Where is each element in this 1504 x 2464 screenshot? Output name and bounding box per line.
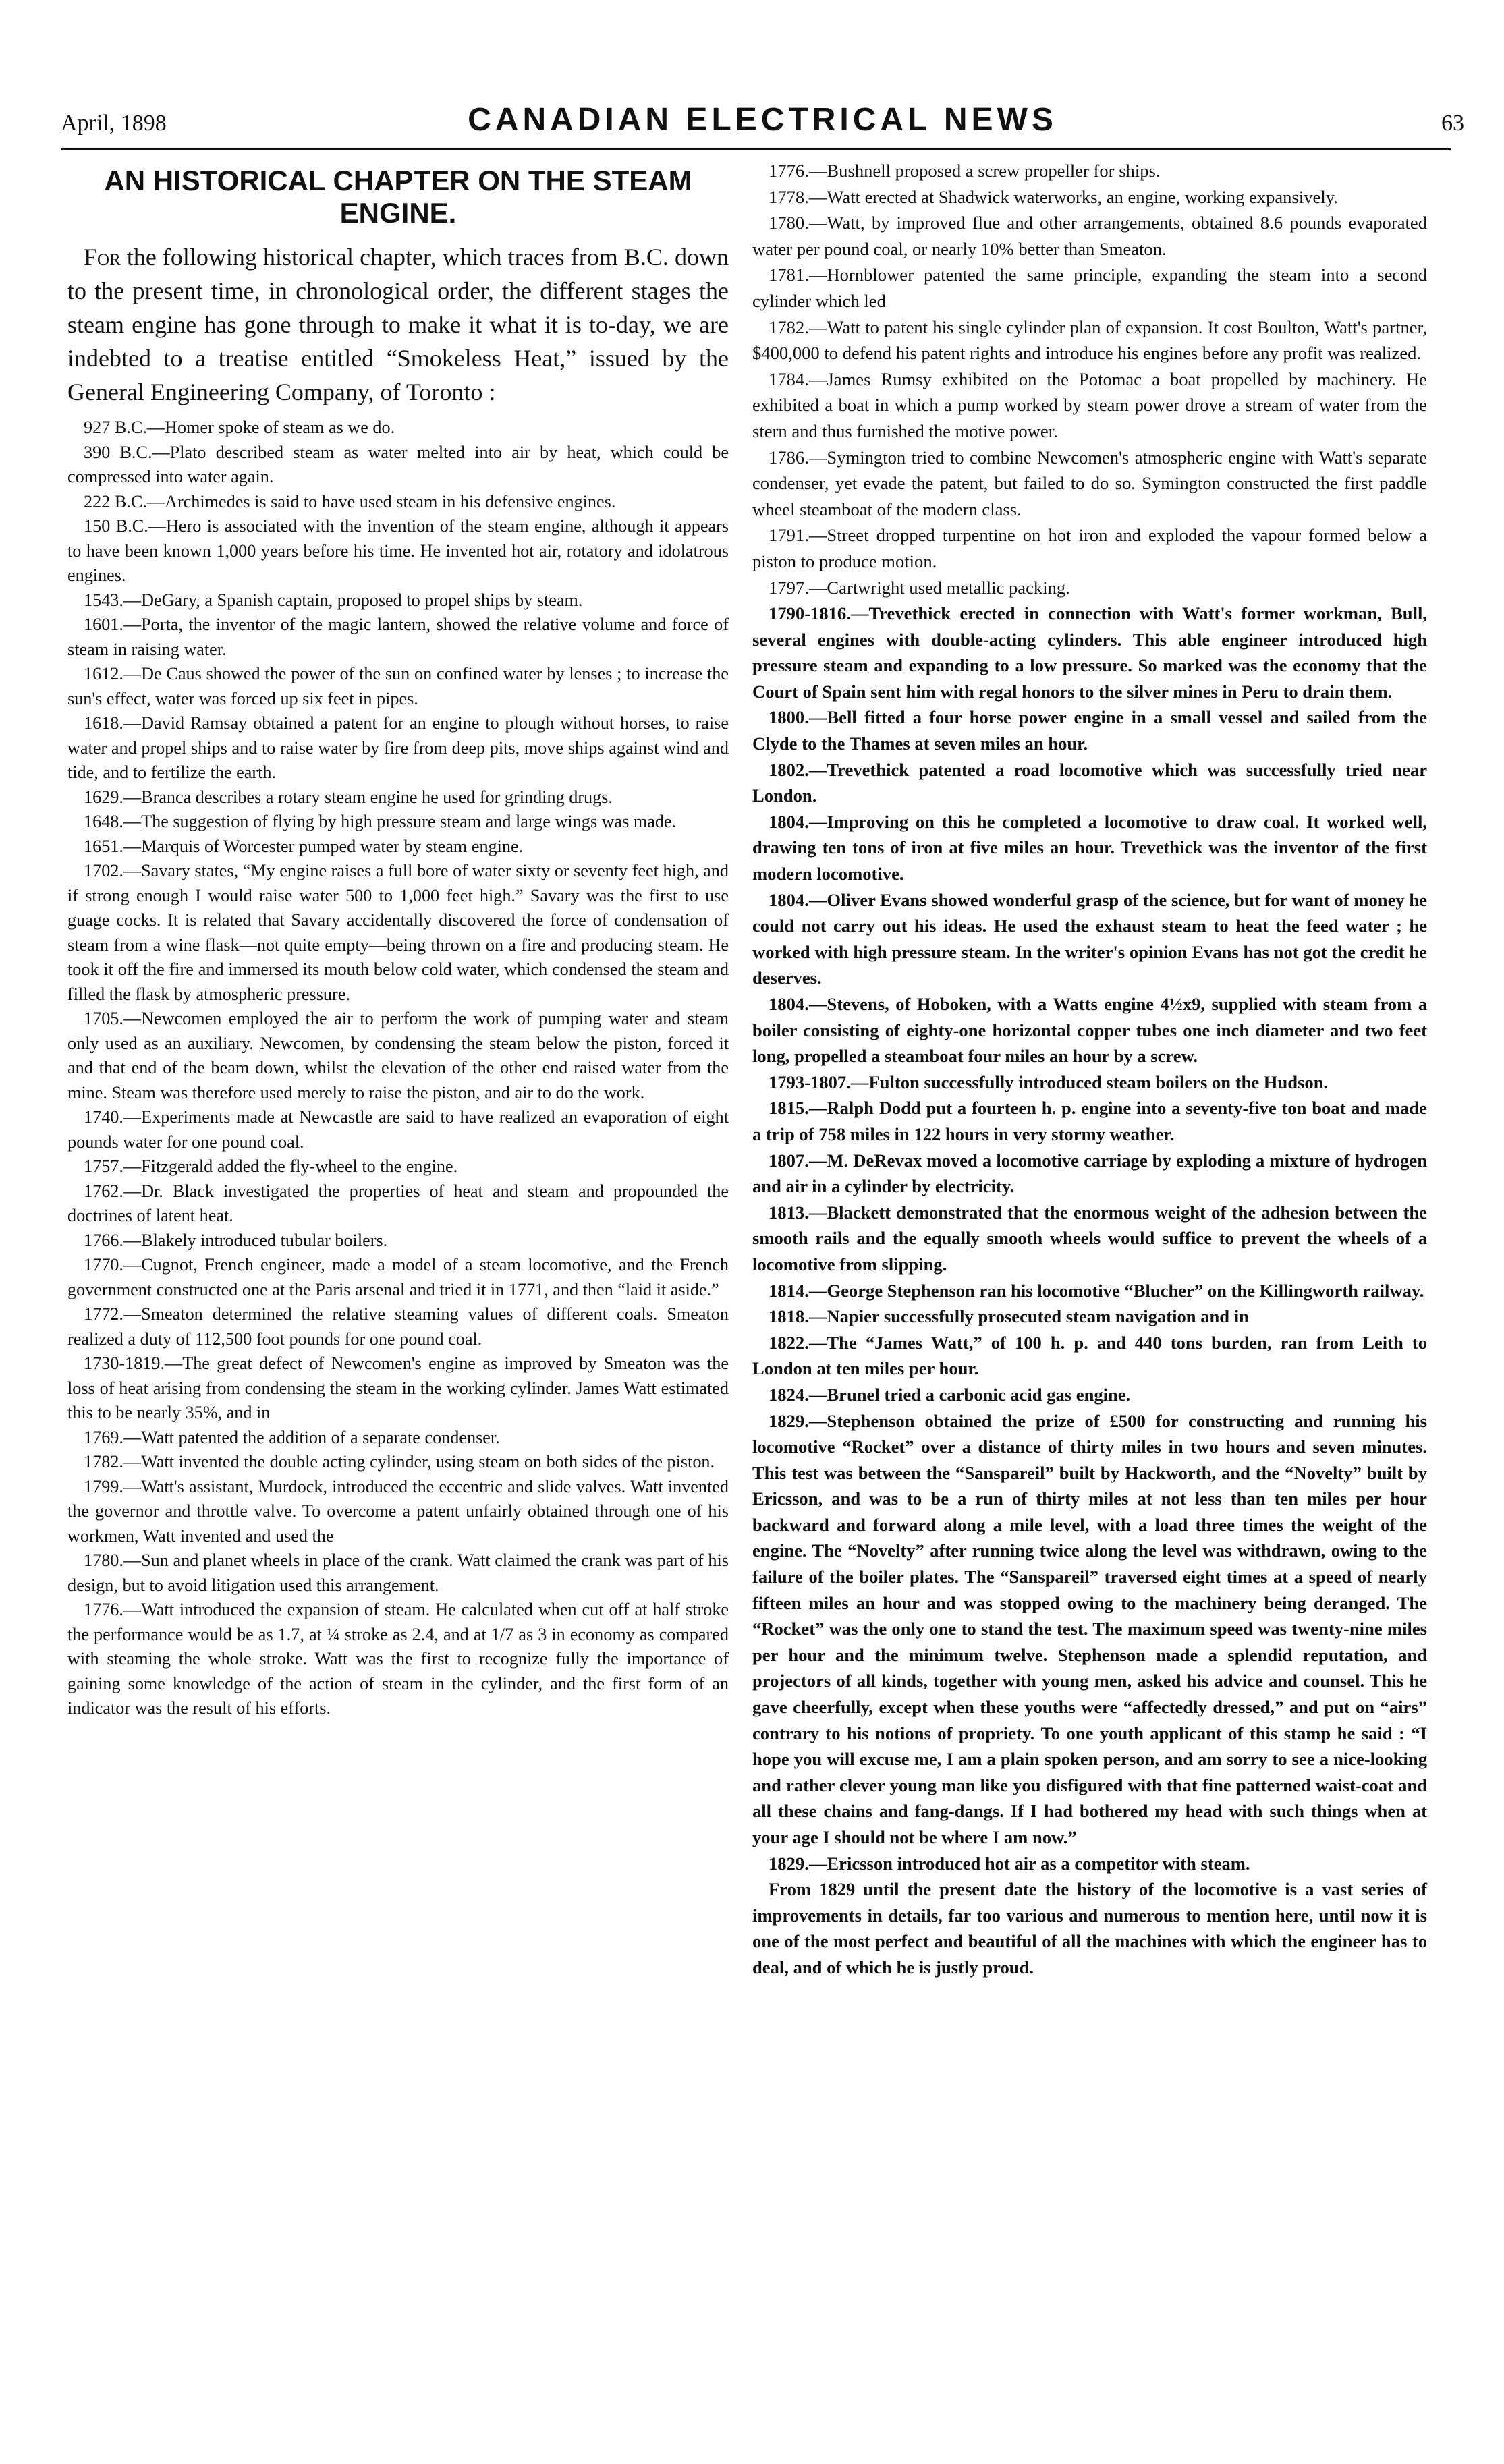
timeline-entry: 1804.—Oliver Evans showed wonderful grasp of the science, but for want of money he could not carry out his ideas. He used the exhaust steam to heat the feed water ; he worked with high pressure steam. In the writer's opinion Evans has not got the credit he deserves. xyxy=(752,889,1427,988)
timeline-entry: 1780.—Watt, by improved flue and other arrangements, obtained 8.6 pounds evaporated water per pound coal, or nearly 10% better than Smeaton. xyxy=(752,213,1427,259)
timeline-entry: 1648.—The suggestion of flying by high pressure steam and large wings was made. xyxy=(84,812,677,831)
timeline-entry: 1702.—Savary states, “My engine raises a full bore of water sixty or seventy feet high, and if strong enough I would raise water 500 to 1,000 feet high.” Savary was the first to use guage cocks. It is related that Savary accidentally discovered the force of condensation of steam from a wine flask—not quite empty—being thrown on a fire and producing steam. He took it off the fire and immersed its mouth below cold water, which condensed the steam and filled the flask by atmospheric pressure. xyxy=(67,861,729,1004)
timeline-entry: 1807.—M. DeRevax moved a locomotive carriage by exploding a mixture of hydrogen and air in a cylinder by electricity. xyxy=(752,1150,1427,1197)
timeline-entry: 1829.—Stephenson obtained the prize of £500 for constructing and running his locomotive “Rocket” over a distance of thirty miles in two hours and seven minutes. This test was between the “Sanspareil” built by Hackworth, and the “Novelty” built by Ericsson, and was to be a run of thirty miles at not less than ten miles per hour backward and forward along a mile level, with a load three times the weight of the engine. The “Novelty” after running twice along the level was withdrawn, owing to the failure of the boiler plates. The “Sanspareil” traversed eight times at a speed of nearly fifteen miles an hour and was stopped owing to the machinery being deranged. The “Rocket” was the only one to stand the test. The maximum speed was twenty-nine miles per hour and the minimum twelve. Stephenson made a splendid reputation, and projectors of all kinds, together with young men, asked his advice and counsel. This he gave cheerfully, except when these youths were “affectedly dressed,” and put on “airs” contrary to his notions of propriety. To one youth applicant of this stamp he said : “I hope you will excuse me, I am a plain spoken person, and am sorry to see a nice-looking and rather clever young man like you disfigured with that fine patterned waist-coat and all these chains and fang-dangs. If I had bothered my head with such things when at your age I should not be where I am now.” xyxy=(752,1410,1427,1847)
timeline-entry: 1757.—Fitzgerald added the fly-wheel to the engine. xyxy=(84,1156,458,1176)
timeline-entry: 1818.—Napier successfully prosecuted steam navigation and in xyxy=(769,1306,1249,1327)
right-entry-list xyxy=(752,158,1427,1981)
timeline-entry: 1762.—Dr. Black investigated the properties of heat and steam and propounded the doctrines of latent heat. xyxy=(67,1181,729,1225)
timeline-entry: 1778.—Watt erected at Shadwick waterworks, an engine, working expansively. xyxy=(769,186,1338,207)
left-entry-list xyxy=(67,416,729,1721)
timeline-entry: 1790-1816.—Trevethick erected in connection with Watt's former workman, Bull, several engines with double-acting cylinders. This able engineer introduced high pressure steam and expanding to a low pressure. So marked was the economy that the Court of Spain sent him with regal honors to the silver mines in Peru to drain them. xyxy=(752,603,1427,702)
timeline-entry: 1629.—Branca describes a rotary steam engine he used for grinding drugs. xyxy=(84,787,613,807)
timeline-entry: 1822.—The “James Watt,” of 100 h. p. and 440 tons burden, ran from Leith to London at ten miles per hour. xyxy=(752,1332,1427,1379)
page-number: 63 xyxy=(1441,111,1464,136)
timeline-entry: 390 B.C.—Plato described steam as water melted into air by heat, which could be compressed into water again. xyxy=(67,442,729,486)
timeline-entry: 1769.—Watt patented the addition of a separate condenser. xyxy=(84,1427,500,1447)
timeline-entry: 1776.—Bushnell proposed a screw propeller for ships. xyxy=(769,161,1161,181)
timeline-entry: 927 B.C.—Homer spoke of steam as we do. xyxy=(84,418,395,437)
timeline-entry: 1612.—De Caus showed the power of the sun on confined water by lenses ; to increase the sun's effect, water was forced up six feet in pipes. xyxy=(67,664,729,708)
timeline-entry: 1784.—James Rumsy exhibited on the Potomac a boat propelled by machinery. He exhibited a boat in which a pump worked by steam power drove a stream of water from the stern and thus furnished the motive power. xyxy=(752,368,1427,441)
timeline-entry: 222 B.C.—Archimedes is said to have used steam in his defensive engines. xyxy=(84,491,616,511)
timeline-entry: 1780.—Sun and planet wheels in place of the crank. Watt claimed the crank was part of his design, but to avoid litigation used this arrangement. xyxy=(67,1550,729,1595)
timeline-entry: 1786.—Symington tried to combine Newcomen's atmospheric engine with Watt's separate condenser, yet evade the patent, but failed to do so. Symington constructed the first paddle wheel steamboat of the modern class. xyxy=(752,447,1427,520)
timeline-entry: 1766.—Blakely introduced tubular boilers. xyxy=(84,1230,388,1250)
timeline-entry: 1800.—Bell fitted a four horse power engine in a small vessel and sailed from the Clyde to the Thames at seven miles an hour. xyxy=(752,707,1427,754)
article-title: AN HISTORICAL CHAPTER ON THE STEAM ENGINE. xyxy=(104,165,692,229)
timeline-entry: 1601.—Porta, the inventor of the magic lantern, showed the relative volume and force of steam in raising water. xyxy=(67,615,729,659)
timeline-entry: 1813.—Blackett demonstrated that the enormous weight of the adhesion between the smooth rails and the equally smooth wheels would suffice to prevent the wheels of a locomotive from slipping. xyxy=(752,1202,1427,1275)
journal-title: CANADIAN ELECTRICAL NEWS xyxy=(468,102,1057,138)
timeline-entry: 1770.—Cugnot, French engineer, made a model of a steam locomotive, and the French government constructed one at the Paris arsenal and tried it in 1771, and then “laid it aside.” xyxy=(67,1255,729,1299)
timeline-entry: 1791.—Street dropped turpentine on hot iron and exploded the vapour formed below a piston to produce motion. xyxy=(752,525,1427,571)
header-rule xyxy=(61,148,1451,150)
timeline-entry: 1797.—Cartwright used metallic packing. xyxy=(769,577,1070,598)
intro-text: the following historical chapter, which traces from B.C. down to the present time, in chronological order, the different stages the steam engine has gone through to make it what it is to-day, we are indebted to a treatise entitled “Smokeless Heat,” issued by the General Engineering Company, of Toronto : xyxy=(67,244,729,405)
timeline-entry: 1829.—Ericsson introduced hot air as a competitor with steam. xyxy=(769,1853,1250,1874)
timeline-entry: 1802.—Trevethick patented a road locomotive which was successfully tried near London. xyxy=(752,759,1427,806)
timeline-entry: 1804.—Stevens, of Hoboken, with a Watts engine 4½x9, supplied with steam from a boiler consisting of eighty-one horizontal copper tubes one inch diameter and two feet long, propelled a steamboat four miles an hour by a screw. xyxy=(752,994,1427,1067)
timeline-entry: 1782.—Watt to patent his single cylinder plan of expansion. It cost Boulton, Watt's partner, $400,000 to defend his patent rights and introduce his engines before any profit was realized. xyxy=(752,316,1427,364)
timeline-entry: 1772.—Smeaton determined the relative steaming values of different coals. Smeaton realized a duty of 112,500 foot pounds for one pound coal. xyxy=(67,1304,729,1349)
left-column xyxy=(67,158,729,1721)
timeline-entry: 1793-1807.—Fulton successfully introduced steam boilers on the Hudson. xyxy=(769,1071,1329,1092)
timeline-entry: 1815.—Ralph Dodd put a fourteen h. p. engine into a seventy-five ton boat and made a trip of 758 miles in 122 hours in very stormy weather. xyxy=(752,1098,1427,1144)
timeline-entry: 1705.—Newcomen employed the air to perform the work of pumping water and steam only used as an auxiliary. Newcomen, by condensing the steam below the piston, forced it and that end of the beam down, whilst the elevation of the other end raised water from the mine. Steam was therefore used merely to raise the piston, and air to do the work. xyxy=(67,1009,729,1102)
timeline-entry: 1730-1819.—The great defect of Newcomen's engine as improved by Smeaton was the loss of heat arising from condensing the steam in the working cylinder. James Watt estimated this to be nearly 35%, and in xyxy=(67,1353,729,1422)
timeline-entry: 1781.—Hornblower patented the same principle, expanding the steam into a second cylinder which led xyxy=(752,264,1427,311)
timeline-entry: 1824.—Brunel tried a carbonic acid gas engine. xyxy=(769,1384,1131,1405)
intro-initial-word: For xyxy=(84,244,121,271)
article-intro xyxy=(67,240,729,409)
timeline-entry: 1651.—Marquis of Worcester pumped water by steam engine. xyxy=(84,836,524,856)
timeline-entry: 1782.—Watt invented the double acting cylinder, using steam on both sides of the piston. xyxy=(84,1452,715,1472)
timeline-entry: 1776.—Watt introduced the expansion of steam. He calculated when cut off at half stroke the performance would be as 1.7, at ¼ stroke as 2.4, and at 1/7 as 3 in economy as compared with steaming the whole stroke. Watt was the first to recognize fully the importance of gaining some knowledge of the action of steam in the cylinder, and the first form of an indicator was the result of his efforts. xyxy=(67,1600,729,1718)
right-column xyxy=(752,158,1427,1981)
timeline-entry: 1618.—David Ramsay obtained a patent for an engine to plough without horses, to raise water and propel ships and to raise water by fire from deep pits, move ships against wind and tide, and to fertilize the earth. xyxy=(67,713,729,782)
timeline-entry: 1814.—George Stephenson ran his locomotive “Blucher” on the Killingworth railway. xyxy=(769,1280,1424,1301)
timeline-entry: From 1829 until the present date the history of the locomotive is a vast series of improvements in details, far too various and numerous to mention here, until now it is one of the most perfect and beautiful of all the machines with which the engineer has to deal, and of which he is justly proud. xyxy=(752,1879,1427,1978)
timeline-entry: 150 B.C.—Hero is associated with the invention of the steam engine, although it appears to have been known 1,000 years before his time. He invented hot air, rotatory and idolatrous engines. xyxy=(67,516,729,585)
issue-date: April, 1898 xyxy=(61,111,167,136)
timeline-entry: 1740.—Experiments made at Newcastle are said to have realized an evaporation of eight pounds water for one pound coal. xyxy=(67,1107,729,1152)
timeline-entry: 1543.—DeGary, a Spanish captain, proposed to propel ships by steam. xyxy=(84,590,583,610)
timeline-entry: 1799.—Watt's assistant, Murdock, introduced the eccentric and slide valves. Watt invented the governor and throttle valve. To overcome a patent unfairly obtained through one of his workmen, Watt invented and used the xyxy=(67,1476,729,1546)
timeline-entry: 1804.—Improving on this he completed a locomotive to draw coal. It worked well, drawing ten tons of iron at five miles an hour. Trevethick was the inventor of the first modern locomotive. xyxy=(752,811,1427,885)
page-header xyxy=(61,101,1464,148)
